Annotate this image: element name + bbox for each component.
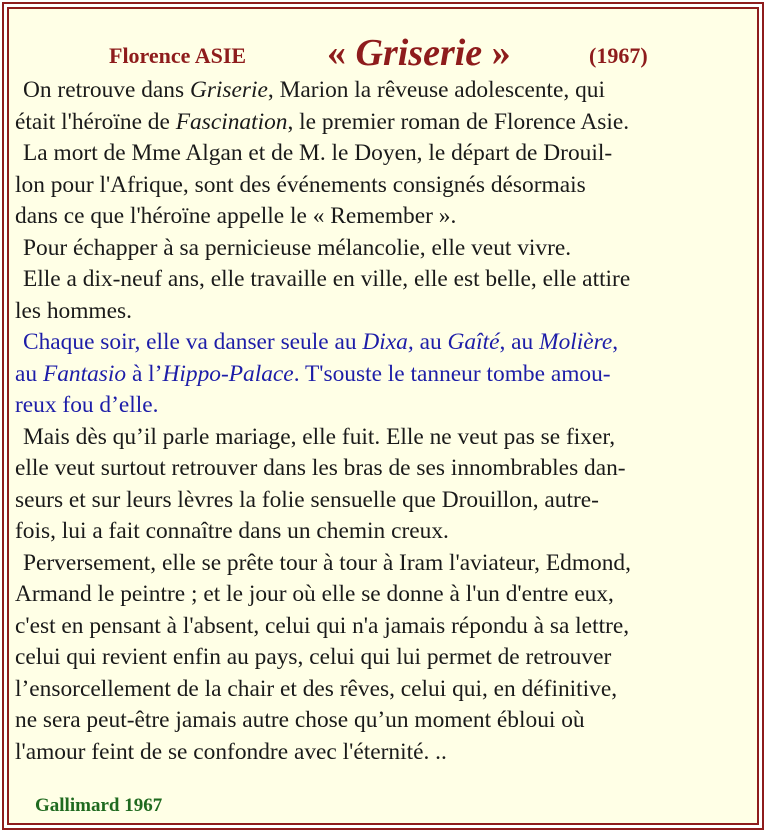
highlight-line (15, 359, 759, 391)
paragraph-line: c'est en pensant à l'absent, celui qui n'a jamais répondu à sa lettre, (15, 612, 630, 639)
outer-frame (2, 2, 764, 830)
italic-title: Fascination (175, 108, 288, 135)
text-run: , au (499, 329, 540, 355)
paragraph-line: seurs et sur leurs lèvres la folie sensuelle que Drouillon, autre- (15, 486, 599, 513)
text-run: , (612, 329, 619, 355)
text-run: , Marion la rêveuse adolescente, qui (267, 77, 605, 103)
highlight-line (15, 327, 759, 359)
text-run: au (15, 360, 43, 387)
inner-frame (7, 7, 759, 825)
paragraph-line: l’ensorcellement de la chair et des rêves, celui qui, en définitive, (15, 675, 618, 702)
paragraph-line: les hommes. (15, 297, 132, 324)
paragraph-line: elle veut surtout retrouver dans les bras de ses innombrables dan- (15, 455, 626, 481)
paragraph-line: Mais dès qu’il parle mariage, elle fuit. Elle ne veut pas se fixer, (23, 423, 616, 450)
italic-title: Griserie (189, 77, 268, 103)
text-run: au (413, 329, 448, 355)
text-run: , le premier roman de Florence Asie. (287, 108, 630, 135)
italic-venue: Dixa, (362, 329, 414, 355)
paragraph-line (15, 75, 759, 107)
paragraph-line: dans ce que l'héroïne appelle le « Remember ». (15, 203, 457, 229)
paragraph-line: Elle a dix-neuf ans, elle travaille en ville, elle est belle, elle attire (23, 266, 631, 292)
summary-text (15, 75, 759, 768)
highlight-line: reux fou d’elle. (15, 392, 159, 418)
publication-year: (1967) (589, 43, 648, 68)
italic-venue: Fantasio (42, 360, 127, 387)
italic-venue: Gaîté (447, 329, 500, 355)
paragraph-line: ne sera peut-être jamais autre chose qu’un moment ébloui où (15, 707, 585, 733)
header (9, 31, 757, 75)
italic-venue: Hippo-Palace (162, 360, 294, 387)
text-run: Chaque soir, elle va danser seule au (23, 329, 363, 355)
text-run: à l’ (126, 360, 163, 387)
title-text: Griserie (355, 32, 483, 74)
paragraph-line: lon pour l'Afrique, sont des événements consignés désormais (15, 171, 586, 198)
text-run: était l'héroïne de (15, 108, 176, 135)
paragraph-line: l'amour feint de se confondre avec l'éternité. .. (15, 738, 447, 765)
paragraph-line: Pour échapper à sa pernicieuse mélancolie, elle veut vivre. (23, 234, 572, 261)
paragraph-line: fois, lui a fait connaître dans un chemin creux. (15, 518, 449, 544)
paragraph-line: La mort de Mme Algan et de M. le Doyen, le départ de Drouil- (23, 140, 613, 166)
paragraph-line (15, 107, 759, 139)
text-run: . T'souste le tanneur tombe amou- (293, 360, 611, 387)
text-run: On retrouve dans (23, 77, 190, 103)
title-open-quote: « (327, 32, 356, 74)
paragraph-line: Perversement, elle se prête tour à tour à Iram l'aviateur, Edmond, (23, 549, 631, 576)
paragraph-line: celui qui revient enfin au pays, celui qui lui permet de retrouver (15, 644, 612, 670)
italic-venue: Molière (539, 329, 613, 355)
title-close-quote: » (482, 32, 511, 74)
author-name: Florence ASIE (109, 43, 247, 68)
paragraph-line: Armand le peintre ; et le jour où elle se donne à l'un d'entre eux, (15, 581, 614, 607)
publisher-credit: Gallimard 1967 (35, 795, 163, 816)
book-title (327, 31, 511, 75)
